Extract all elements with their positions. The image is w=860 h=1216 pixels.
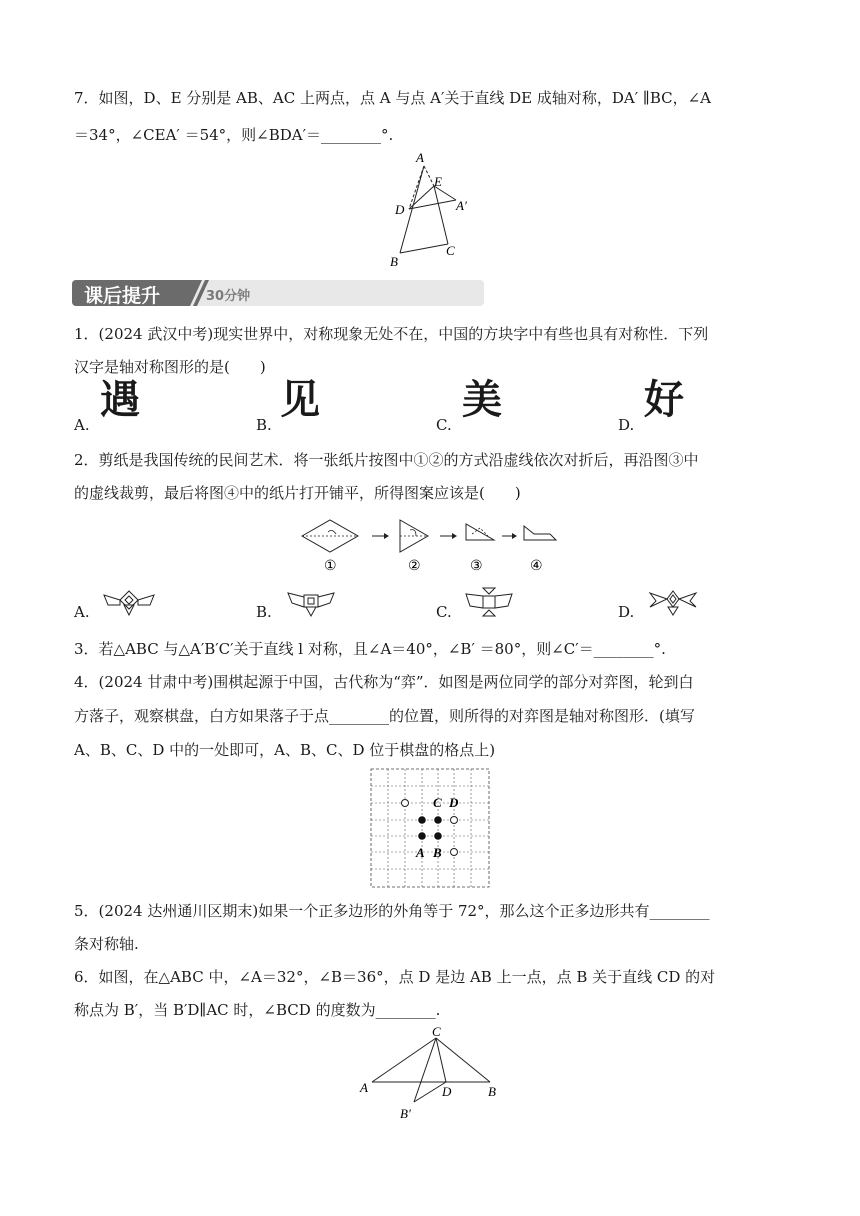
- label-B: B: [433, 845, 442, 860]
- label-D: D: [442, 1084, 452, 1099]
- label-D: D: [395, 202, 405, 217]
- step-label-1: ①: [324, 558, 337, 574]
- q2-line-2: 的虚线裁剪，最后将图④中的纸片打开铺平，所得图案应该是( ): [74, 484, 521, 502]
- q5-line-2: 条对称轴.: [74, 935, 139, 953]
- q2-line-1: 2．剪纸是我国传统的民间艺术．将一张纸片按图中①②的方式沿虚线依次对折后，再沿图③中: [74, 451, 699, 469]
- label-C: C: [432, 1024, 441, 1039]
- q2-option-a-pattern: [102, 589, 156, 619]
- step-label-3: ③: [470, 558, 483, 574]
- step-label-2: ②: [408, 558, 421, 574]
- label-C: C: [433, 795, 442, 810]
- q1-option-b-letter: B.: [256, 416, 272, 434]
- step-label-4: ④: [530, 558, 543, 574]
- label-B: B: [390, 254, 398, 269]
- q1-line-2: 汉字是轴对称图形的是( ): [74, 358, 266, 376]
- q1-option-d-letter: D.: [618, 416, 635, 434]
- section-title: 课后提升: [84, 285, 161, 307]
- label-C: C: [446, 243, 455, 258]
- q2-option-d-pattern: [646, 587, 700, 619]
- q1-option-c-letter: C.: [436, 416, 452, 434]
- label-A: A: [360, 1080, 368, 1095]
- q1-option-d-char: 好: [644, 377, 684, 423]
- q2-option-c: C.: [436, 603, 452, 621]
- q6-line-2: 称点为 B′，当 B′D∥AC 时，∠BCD 的度数为________.: [74, 1001, 441, 1019]
- q1-option-b-char: 见: [280, 377, 320, 423]
- q7-line-2: ＝34°，∠CEA′ ＝54°，则∠BDA′＝________°.: [74, 126, 394, 144]
- section-time: 30分钟: [206, 289, 251, 304]
- q5-line-1: 5．(2024 达州通川区期末)如果一个正多边形的外角等于 72°，那么这个正多边形共有________: [74, 902, 710, 920]
- label-D: D: [449, 795, 459, 810]
- q6-line-1: 6．如图，在△ABC 中，∠A＝32°，∠B＝36°，点 D 是边 AB 上一点，点 B 关于直线 CD 的对: [74, 968, 716, 986]
- q2-option-d: D.: [618, 603, 635, 621]
- q2-option-a: A.: [74, 603, 90, 621]
- label-A-prime: A′: [456, 198, 467, 213]
- q2-folding-steps-figure: [298, 514, 568, 574]
- label-A: A: [416, 845, 425, 860]
- q4-line-2: 方落子，观察棋盘，白方如果落子于点________的位置，则所得的对弈图是轴对称图形．(填写: [74, 707, 695, 725]
- q2-option-b-pattern: [284, 589, 338, 619]
- q1-option-a-letter: A.: [74, 416, 90, 434]
- label-A: A: [416, 150, 424, 165]
- label-E: E: [434, 174, 442, 189]
- section-header: [72, 278, 484, 308]
- q4-go-board-figure: [370, 768, 490, 888]
- q2-option-c-pattern: [462, 586, 516, 620]
- q7-line-1: 7．如图，D、E 分别是 AB、AC 上两点，点 A 与点 A′关于直线 DE 成轴对称，DA′ ∥BC，∠A: [74, 89, 712, 107]
- label-B: B: [488, 1084, 496, 1099]
- q7-triangle-figure: [380, 148, 480, 273]
- q1-option-c-char: 美: [462, 377, 502, 423]
- q6-triangle-figure: [356, 1026, 506, 1126]
- q1-option-a-char: 遇: [100, 377, 140, 423]
- q3-line-1: 3．若△ABC 与△A′B′C′关于直线 l 对称，且∠A＝40°，∠B′ ＝80°，则∠C′＝________°.: [74, 640, 666, 658]
- q1-line-1: 1．(2024 武汉中考)现实世界中，对称现象无处不在，中国的方块字中有些也具有对称性．下列: [74, 325, 709, 343]
- q2-option-b: B.: [256, 603, 272, 621]
- label-B-prime: B′: [400, 1106, 411, 1121]
- q4-line-3: A、B、C、D 中的一处即可，A、B、C、D 位于棋盘的格点上): [74, 741, 496, 759]
- q4-line-1: 4．(2024 甘肃中考)围棋起源于中国，古代称为“弈”．如图是两位同学的部分对弈图，轮到白: [74, 673, 694, 691]
